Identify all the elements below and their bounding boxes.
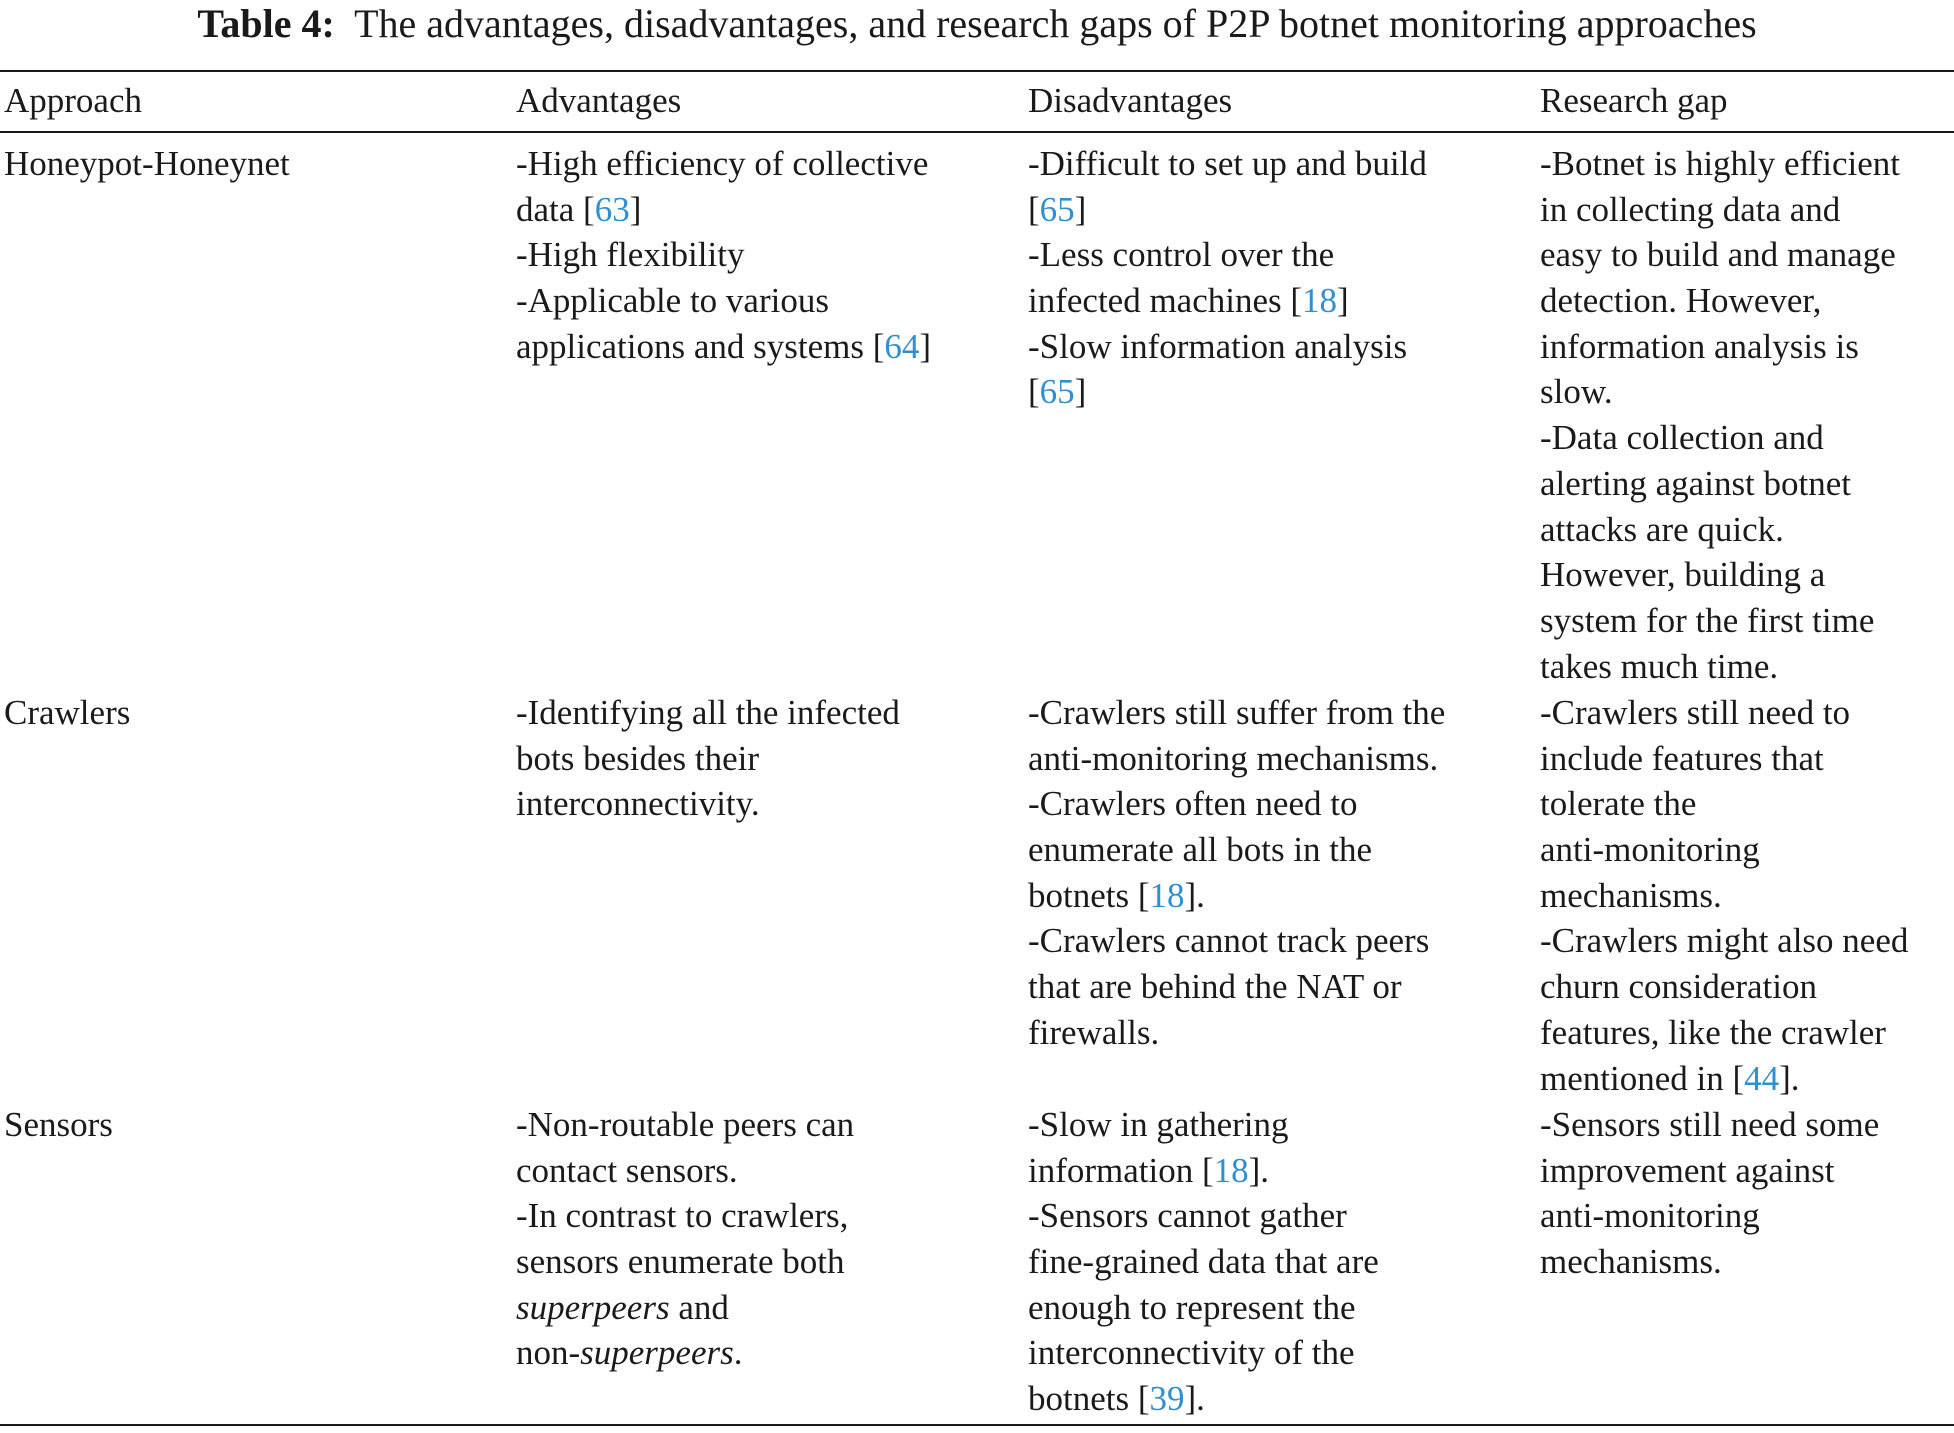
text-line: -Crawlers still need to bbox=[1540, 693, 1851, 732]
text-line: -Applicable to various bbox=[516, 281, 829, 321]
text-line: easy to build and manage bbox=[1540, 235, 1896, 275]
text-line: -Sensors still need some bbox=[1540, 1105, 1880, 1144]
text-line: -Crawlers often need to bbox=[1028, 784, 1358, 824]
text-line: bots besides their bbox=[516, 738, 760, 778]
text-line: -Sensors cannot gather bbox=[1028, 1196, 1347, 1236]
citation-link[interactable]: 39 bbox=[1149, 1379, 1185, 1419]
citation-link[interactable]: 65 bbox=[1039, 189, 1075, 229]
text-line: infected machines [18] bbox=[1028, 281, 1349, 321]
text-line: information [18]. bbox=[1028, 1150, 1270, 1190]
column-header-disadvantages: Disadvantages bbox=[1028, 81, 1233, 120]
row-honeypot-advantages bbox=[516, 141, 931, 369]
text-line: superpeers and bbox=[516, 1287, 729, 1327]
table-caption-label: Table 4: bbox=[197, 1, 335, 46]
row-sensors-disadvantages bbox=[1028, 1102, 1379, 1422]
citation-link[interactable]: 18 bbox=[1302, 281, 1338, 321]
table-top-rule bbox=[0, 70, 1954, 72]
citation-link[interactable]: 18 bbox=[1149, 875, 1185, 915]
table-header-rule bbox=[0, 131, 1954, 133]
text-line: features, like the crawler bbox=[1540, 1012, 1886, 1052]
text-line: [65] bbox=[1028, 189, 1087, 229]
text-line: botnets [18]. bbox=[1028, 875, 1205, 915]
citation-link[interactable]: 64 bbox=[884, 326, 920, 366]
text-line: anti-monitoring mechanisms. bbox=[1028, 738, 1439, 778]
text-line: interconnectivity. bbox=[516, 784, 760, 824]
text-line: botnets [39]. bbox=[1028, 1379, 1205, 1419]
row-sensors-advantages bbox=[516, 1102, 854, 1376]
text-line: non-superpeers. bbox=[516, 1333, 743, 1373]
column-header-research-gap: Research gap bbox=[1540, 81, 1728, 120]
column-header-approach: Approach bbox=[4, 81, 143, 120]
text-line: -Less control over the bbox=[1028, 235, 1335, 275]
text-line: anti-monitoring bbox=[1540, 1196, 1760, 1236]
text-line: interconnectivity of the bbox=[1028, 1333, 1355, 1373]
text-line: sensors enumerate both bbox=[516, 1242, 845, 1282]
row-honeypot-approach: Honeypot-Honeynet bbox=[4, 144, 290, 183]
row-honeypot-research-gap bbox=[1540, 141, 1900, 689]
table-bottom-rule bbox=[0, 1424, 1954, 1426]
row-sensors-research-gap bbox=[1540, 1102, 1879, 1285]
text-line: include features that bbox=[1540, 738, 1824, 778]
row-crawlers-disadvantages bbox=[1028, 690, 1445, 1056]
text-line: in collecting data and bbox=[1540, 189, 1841, 229]
text-line: [65] bbox=[1028, 372, 1087, 412]
text-line: -Non-routable peers can bbox=[516, 1105, 855, 1144]
text-line: slow. bbox=[1540, 372, 1613, 412]
text-line: detection. However, bbox=[1540, 281, 1822, 321]
row-crawlers-research-gap bbox=[1540, 690, 1908, 1101]
text-line: tolerate the bbox=[1540, 784, 1697, 824]
text-line: contact sensors. bbox=[516, 1150, 738, 1190]
text-line: alerting against botnet bbox=[1540, 463, 1852, 503]
text-line: attacks are quick. bbox=[1540, 509, 1784, 549]
row-honeypot-disadvantages bbox=[1028, 141, 1427, 415]
text-line: data [63] bbox=[516, 189, 642, 229]
column-header-advantages: Advantages bbox=[516, 81, 682, 120]
text-line: -Identifying all the infected bbox=[516, 693, 900, 732]
text-line: mechanisms. bbox=[1540, 1242, 1722, 1282]
row-sensors-approach: Sensors bbox=[4, 1105, 113, 1144]
text-line: system for the first time bbox=[1540, 600, 1875, 640]
table-caption bbox=[0, 0, 1954, 60]
text-line: -Difficult to set up and build bbox=[1028, 144, 1427, 183]
text-line: -In contrast to crawlers, bbox=[516, 1196, 849, 1236]
row-crawlers-advantages bbox=[516, 690, 900, 827]
text-line: -Crawlers cannot track peers bbox=[1028, 921, 1430, 961]
text-line: However, building a bbox=[1540, 555, 1826, 595]
row-crawlers-approach: Crawlers bbox=[4, 693, 131, 732]
text-line: -Data collection and bbox=[1540, 418, 1824, 458]
text-line: -Crawlers still suffer from the bbox=[1028, 693, 1446, 732]
text-line: applications and systems [64] bbox=[516, 326, 932, 366]
text-line: -Slow information analysis bbox=[1028, 326, 1408, 366]
citation-link[interactable]: 63 bbox=[594, 189, 630, 229]
text-line: information analysis is bbox=[1540, 326, 1859, 366]
text-line: -Slow in gathering bbox=[1028, 1105, 1289, 1144]
text-line: enough to represent the bbox=[1028, 1287, 1356, 1327]
text-line: -High efficiency of collective bbox=[516, 144, 929, 183]
text-line: churn consideration bbox=[1540, 967, 1817, 1007]
citation-link[interactable]: 44 bbox=[1744, 1058, 1780, 1098]
text-line: mechanisms. bbox=[1540, 875, 1722, 915]
text-line: takes much time. bbox=[1540, 646, 1779, 686]
text-line: mentioned in [44]. bbox=[1540, 1058, 1800, 1098]
text-line: -Botnet is highly efficient bbox=[1540, 144, 1900, 183]
text-line: enumerate all bots in the bbox=[1028, 830, 1373, 870]
table-caption-text: The advantages, disadvantages, and research gaps of P2P botnet monitoring approaches bbox=[354, 1, 1757, 46]
text-line: firewalls. bbox=[1028, 1012, 1160, 1052]
text-line: that are behind the NAT or bbox=[1028, 967, 1402, 1007]
text-line: fine-grained data that are bbox=[1028, 1242, 1379, 1282]
citation-link[interactable]: 18 bbox=[1213, 1150, 1249, 1190]
citation-link[interactable]: 65 bbox=[1039, 372, 1075, 412]
text-line: anti-monitoring bbox=[1540, 830, 1760, 870]
text-line: improvement against bbox=[1540, 1150, 1835, 1190]
text-line: -Crawlers might also need bbox=[1540, 921, 1909, 961]
text-line: -High flexibility bbox=[516, 235, 745, 275]
